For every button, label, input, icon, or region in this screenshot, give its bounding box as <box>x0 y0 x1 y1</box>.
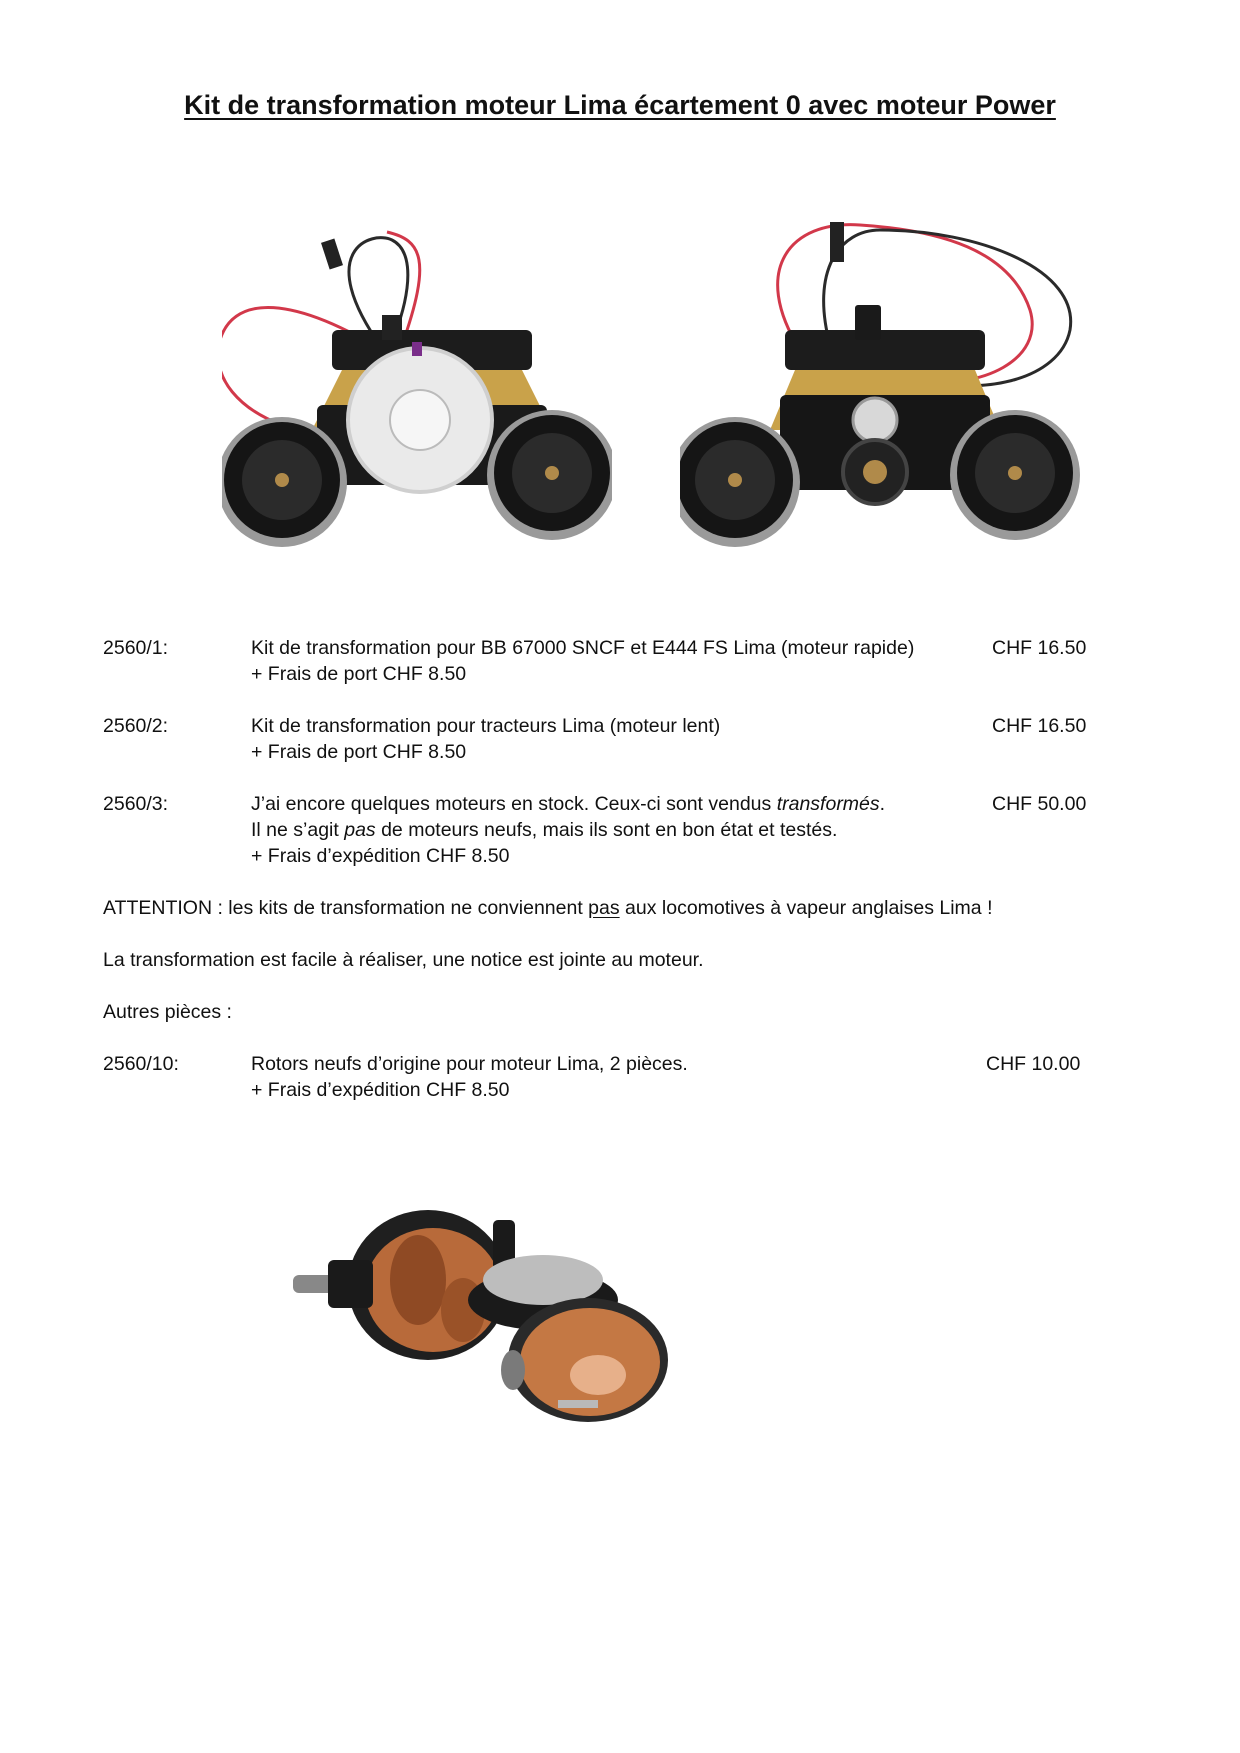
product-description: J’ai encore quelques moteurs en stock. Ceux-ci sont vendus transformés. <box>251 793 886 815</box>
product-code: 2560/10: <box>103 1053 179 1075</box>
shipping-note: + Frais d’expédition CHF 8.50 <box>251 1079 510 1101</box>
page-title: Kit de transformation moteur Lima écartement 0 avec moteur Power <box>184 90 1056 120</box>
attention-notice: ATTENTION : les kits de transformation ne conviennent pas aux locomotives à vapeur anglaises Lima ! <box>103 897 993 919</box>
shipping-note: + Frais de port CHF 8.50 <box>251 741 467 763</box>
product-description-detail: Il ne s’agit pas de moteurs neufs, mais ils sont en bon état et testés. <box>251 819 838 841</box>
product-price: CHF 16.50 <box>992 715 1087 737</box>
product-description: Kit de transformation pour BB 67000 SNCF et E444 FS Lima (moteur rapide) <box>251 637 915 659</box>
shipping-note: + Frais de port CHF 8.50 <box>251 663 467 685</box>
product-code: 2560/1: <box>103 637 169 659</box>
rotors-photo <box>268 1170 718 1450</box>
product-price: CHF 10.00 <box>986 1053 1081 1075</box>
product-price: CHF 16.50 <box>992 637 1087 659</box>
shipping-note: + Frais d’expédition CHF 8.50 <box>251 845 510 867</box>
product-description: Rotors neufs d’origine pour moteur Lima, 2 pièces. <box>251 1053 688 1075</box>
motor-bogie-front-photo <box>222 230 612 555</box>
instruction-note: La transformation est facile à réaliser, une notice est jointe au moteur. <box>103 949 704 971</box>
product-code: 2560/2: <box>103 715 169 737</box>
motor-bogie-gear-side-photo <box>680 210 1080 555</box>
product-code: 2560/3: <box>103 793 169 815</box>
product-description: Kit de transformation pour tracteurs Lima (moteur lent) <box>251 715 721 737</box>
other-parts-heading: Autres pièces : <box>103 1001 232 1023</box>
product-price: CHF 50.00 <box>992 793 1087 815</box>
